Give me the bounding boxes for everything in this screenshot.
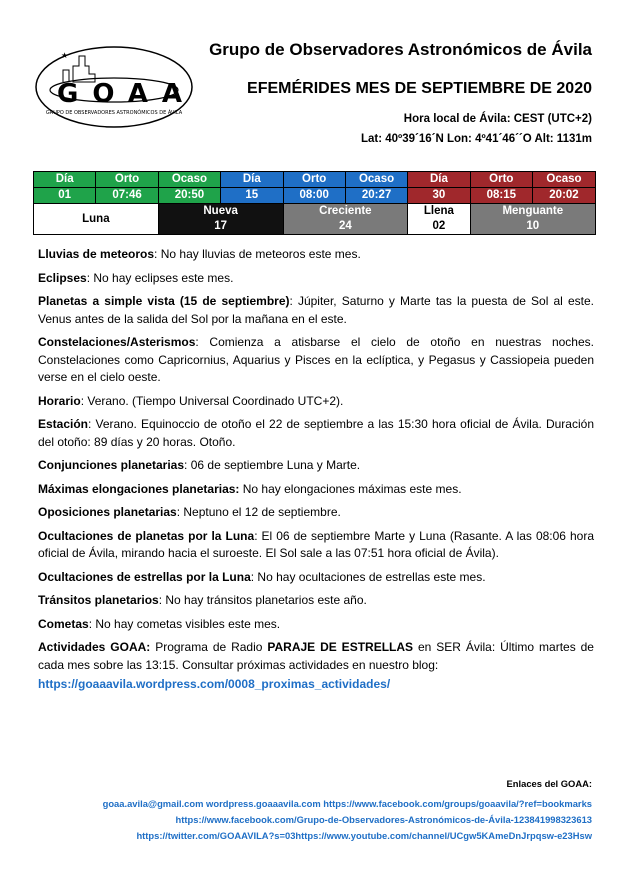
moon-label: Luna	[34, 204, 159, 235]
moon-row-1	[34, 204, 596, 220]
ephemerides-table	[33, 171, 596, 235]
footer-link-line-1[interactable]: goaa.avila@gmail.com wordpress.goaaavila.com https://www.facebook.com/groups/goaavila/?ref=bookmarks	[102, 798, 592, 809]
footer-links	[103, 776, 592, 844]
phase-full-name: Llena	[408, 204, 470, 220]
page-subtitle: EFEMÉRIDES MES DE SEPTIEMBRE DE 2020	[247, 80, 592, 97]
item-text: : 06 de septiembre Luna y Marte.	[184, 458, 361, 472]
item-label: Conjunciones planetarias	[38, 458, 185, 472]
g1-dia: 01	[34, 188, 96, 204]
logo-text: GOAA	[57, 79, 195, 109]
g2-dia: 15	[221, 188, 283, 204]
radio-program-name: PARAJE DE ESTRELLAS	[267, 640, 414, 654]
ephemerides-list	[38, 246, 594, 700]
item-text: : Verano. (Tiempo Universal Coordinado UTC+2).	[80, 393, 344, 408]
phase-last-quarter-day: 10	[470, 219, 595, 235]
list-item	[38, 416, 594, 451]
item-text: : Júpiter, Saturno y Marte tas la puesta de Sol al este. Venus antes de la salida del Sol por la mañana en el este.	[38, 294, 594, 326]
phase-new-day: 17	[158, 219, 283, 235]
sun-values-row	[34, 188, 596, 204]
item-text: : No hay cometas visibles este mes.	[88, 616, 281, 631]
item-label: Eclipses	[38, 270, 87, 285]
item-text: : No hay lluvias de meteoros este mes.	[154, 247, 361, 261]
g2-ocaso-header: Ocaso	[345, 172, 407, 188]
g3-orto: 08:15	[470, 188, 532, 204]
activities-label: Actividades GOAA:	[38, 640, 151, 654]
item-text: : Neptuno el 12 de septiembre.	[176, 505, 341, 519]
item-text: : No hay tránsitos planetarios este año.	[158, 593, 367, 607]
g1-ocaso: 20:50	[158, 188, 220, 204]
g1-ocaso-header: Ocaso	[158, 172, 220, 188]
phase-new-name: Nueva	[158, 204, 283, 220]
list-item	[38, 592, 594, 610]
g1-orto: 07:46	[96, 188, 158, 204]
item-text: : No hay eclipses este mes.	[86, 270, 234, 285]
coordinates: Lat: 40º39´16´N Lon: 4º41´46´´O Alt: 1131m	[360, 133, 592, 145]
g2-orto-header: Orto	[283, 172, 345, 188]
item-text: : Comienza a atisbarse el cielo de otoño en nuestras noches. Constelaciones como Capricornius, Aquarius y Pisces en la eclíptica, y Pegasus y Cassiopeia pueden verse en el cielo oeste.	[38, 335, 594, 384]
phase-first-quarter-day: 24	[283, 219, 408, 235]
phase-first-quarter-name: Creciente	[283, 204, 408, 220]
item-label: Planetas a simple vista (15 de septiembre)	[38, 294, 290, 308]
list-item	[38, 616, 594, 634]
list-item	[38, 393, 594, 411]
list-item	[38, 246, 594, 264]
logo-caption: GRUPO DE OBSERVADORES ASTRONÓMICOS DE ÁVILA	[45, 110, 183, 116]
list-item	[38, 293, 594, 328]
item-label: Ocultaciones de estrellas por la Luna	[38, 569, 251, 584]
item-text: : El 06 de septiembre Marte y Luna (Rasante. A las 08:06 hora oficial de Ávila, mirando hacia el suroeste. El Sol sale a las 07:51 hora oficial de Ávila).	[38, 528, 595, 560]
list-item	[38, 569, 594, 587]
g1-dia-header: Día	[34, 172, 96, 188]
list-item	[38, 457, 594, 475]
goaa-logo	[33, 44, 195, 130]
footer-title: Enlaces del GOAA:	[506, 778, 592, 789]
svg-text:★: ★	[61, 51, 69, 60]
item-label: Tránsitos planetarios	[38, 593, 159, 607]
activities-item	[38, 639, 594, 674]
footer-link-line-3[interactable]: https://twitter.com/GOAAVILA?s=03https://www.youtube.com/channel/UCgw5KAmeDnJrpqsw-e23Hsw	[136, 830, 592, 841]
g2-dia-header: Día	[221, 172, 283, 188]
item-label: Cometas	[38, 616, 89, 631]
item-text: : Verano. Equinoccio de otoño el 22 de septiembre a las 15:30 hora oficial de Ávila. Duración del otoño: 89 días y 20 horas. Otoño.	[38, 417, 594, 449]
item-text: : No hay ocultaciones de estrellas este mes.	[250, 569, 486, 584]
footer-link-line-2[interactable]: https://www.facebook.com/Grupo-de-Observadores-Astronómicos-de-Ávila-123841998323613	[175, 814, 592, 825]
activities-text-2: en SER Ávila: Último martes de cada mes sobre las 13:15. Consultar próximas actividades en nuestro blog:	[38, 640, 594, 672]
item-label: Ocultaciones de planetas por la Luna	[38, 528, 255, 543]
g3-ocaso-header: Ocaso	[533, 172, 596, 188]
g1-orto-header: Orto	[96, 172, 158, 188]
g3-dia-header: Día	[408, 172, 470, 188]
list-item	[38, 334, 594, 387]
activities-text-1: Programa de Radio	[150, 640, 268, 654]
phase-last-quarter-name: Menguante	[470, 204, 595, 220]
page-title: Grupo de Observadores Astronómicos de Ávila	[209, 40, 592, 59]
g3-dia: 30	[408, 188, 470, 204]
item-label: Oposiciones planetarias	[38, 505, 177, 519]
g2-ocaso: 20:27	[345, 188, 407, 204]
item-label: Lluvias de meteoros	[38, 247, 155, 261]
activities-link[interactable]: https://goaaavila.wordpress.com/0008_proximas_actividades/	[38, 677, 391, 691]
list-item	[38, 270, 594, 288]
phase-full-day: 02	[408, 219, 470, 235]
g2-orto: 08:00	[283, 188, 345, 204]
item-label: Máximas elongaciones planetarias:	[38, 481, 240, 496]
item-label: Estación	[38, 417, 89, 431]
list-item	[38, 504, 594, 522]
local-time: Hora local de Ávila: CEST (UTC+2)	[403, 113, 592, 125]
sun-header-row	[34, 172, 596, 188]
g3-orto-header: Orto	[470, 172, 532, 188]
item-label: Horario	[38, 393, 81, 408]
item-text: No hay elongaciones máximas este mes.	[239, 481, 462, 496]
list-item	[38, 481, 594, 499]
item-label: Constelaciones/Asterismos	[38, 335, 196, 349]
list-item	[38, 528, 594, 563]
g3-ocaso: 20:02	[533, 188, 596, 204]
